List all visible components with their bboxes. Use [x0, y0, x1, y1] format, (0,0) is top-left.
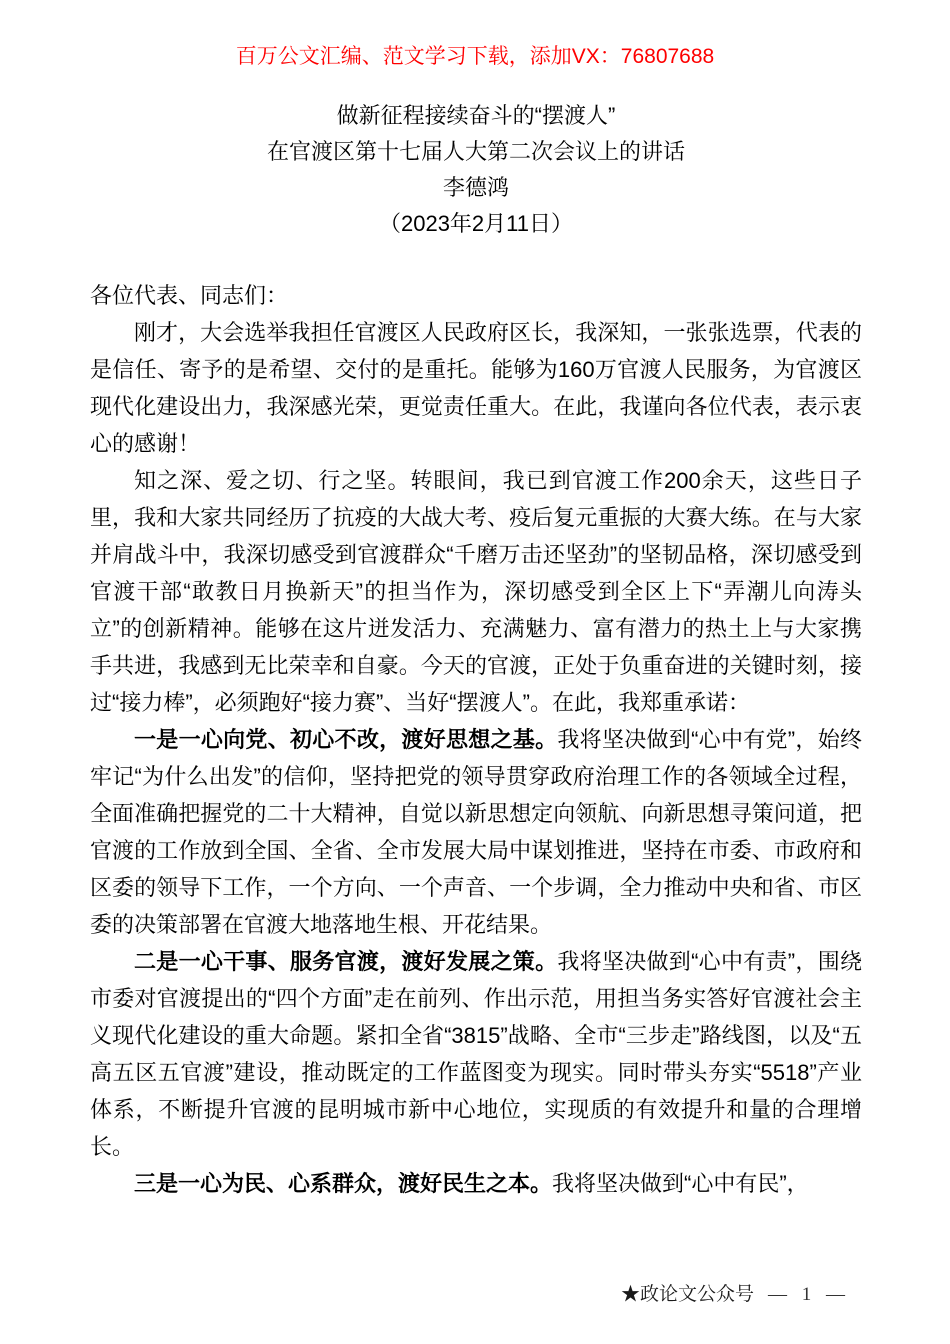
page-footer	[621, 1279, 846, 1306]
paragraph-4-text: 我将坚决做到“心中有责”，围绕市委对官渡提出的“四个方面”走在前列、作出示范，用担当务实答好官渡社会主义现代化建设的重大命题。紧扣全省“3815”战略、全市“三步走”路线图，以及“五高五区五官渡”建设，推动既定的工作蓝图变为现实。同时带头夯实“5518”产业体系，不断提升官渡的昆明城市新中心地位，实现质的有效提升和量的合理增长。	[90, 949, 862, 1159]
paragraph-5-text: 我将坚决做到“心中有民”，	[552, 1171, 809, 1196]
footer-source-label: ★政论文公众号	[620, 1284, 754, 1305]
document-title: 做新征程接续奋斗的“摆渡人”	[336, 103, 616, 128]
document-date: （2023年2月11日）	[378, 211, 573, 236]
paragraph-1-text: 刚才，大会选举我担任官渡区人民政府区长，我深知，一张张选票，代表的是信任、寄予的是希望、交付的是重托。能够为160万官渡人民服务，为官渡区现代化建设出力，我深感光荣，更觉责任重大。在此，我谨向各位代表，表示衷心的感谢！	[90, 320, 862, 456]
paragraph-1	[90, 314, 862, 462]
paragraph-3	[90, 721, 862, 943]
speech-body	[90, 277, 862, 1202]
promo-banner: 百万公文汇编、范文学习下载，添加VX：76807688	[235, 45, 715, 68]
paragraph-5	[90, 1165, 862, 1202]
title-block	[90, 98, 862, 242]
paragraph-2-text: 知之深、爱之切、行之坚。转眼间，我已到官渡工作200余天，这些日子里，我和大家共同经历了抗疫的大战大考、疫后复元重振的大赛大练。在与大家并肩战斗中，我深切感受到官渡群众“千磨万击还坚劲”的坚韧品格，深切感受到官渡干部“敢教日月换新天”的担当作为，深切感受到全区上下“弄潮儿向涛头立”的创新精神。能够在这片迸发活力、充满魅力、富有潜力的热土上与大家携手共进，我感到无比荣幸和自豪。今天的官渡，正处于负重奋进的关键时刻，接过“接力棒”，必须跑好“接力赛”、当好“摆渡人”。在此，我郑重承诺：	[90, 468, 862, 715]
author-name: 李德鸿	[442, 175, 509, 200]
paragraph-5-lead: 三是一心为民、心系群众，渡好民生之本。	[134, 1171, 553, 1196]
document-subtitle: 在官渡区第十七届人大第二次会议上的讲话	[266, 139, 685, 164]
salutation: 各位代表、同志们：	[90, 283, 289, 308]
paragraph-3-text: 我将坚决做到“心中有党”，始终牢记“为什么出发”的信仰，坚持把党的领导贯穿政府治理工作的各领域全过程，全面准确把握党的二十大精神，自觉以新思想定向领航、向新思想寻策问道，把官渡的工作放到全国、全省、全市发展大局中谋划推进，坚持在市委、市政府和区委的领导下工作，一个方向、一个声音、一个步调，全力推动中央和省、市区委的决策部署在官渡大地落地生根、开花结果。	[90, 727, 862, 937]
paragraph-4-lead: 二是一心干事、服务官渡，渡好发展之策。	[134, 949, 558, 974]
paragraph-2	[90, 462, 862, 721]
paragraph-3-lead: 一是一心向党、初心不改，渡好思想之基。	[134, 727, 558, 752]
page-number: — 1 —	[768, 1284, 846, 1305]
paragraph-4	[90, 943, 862, 1165]
